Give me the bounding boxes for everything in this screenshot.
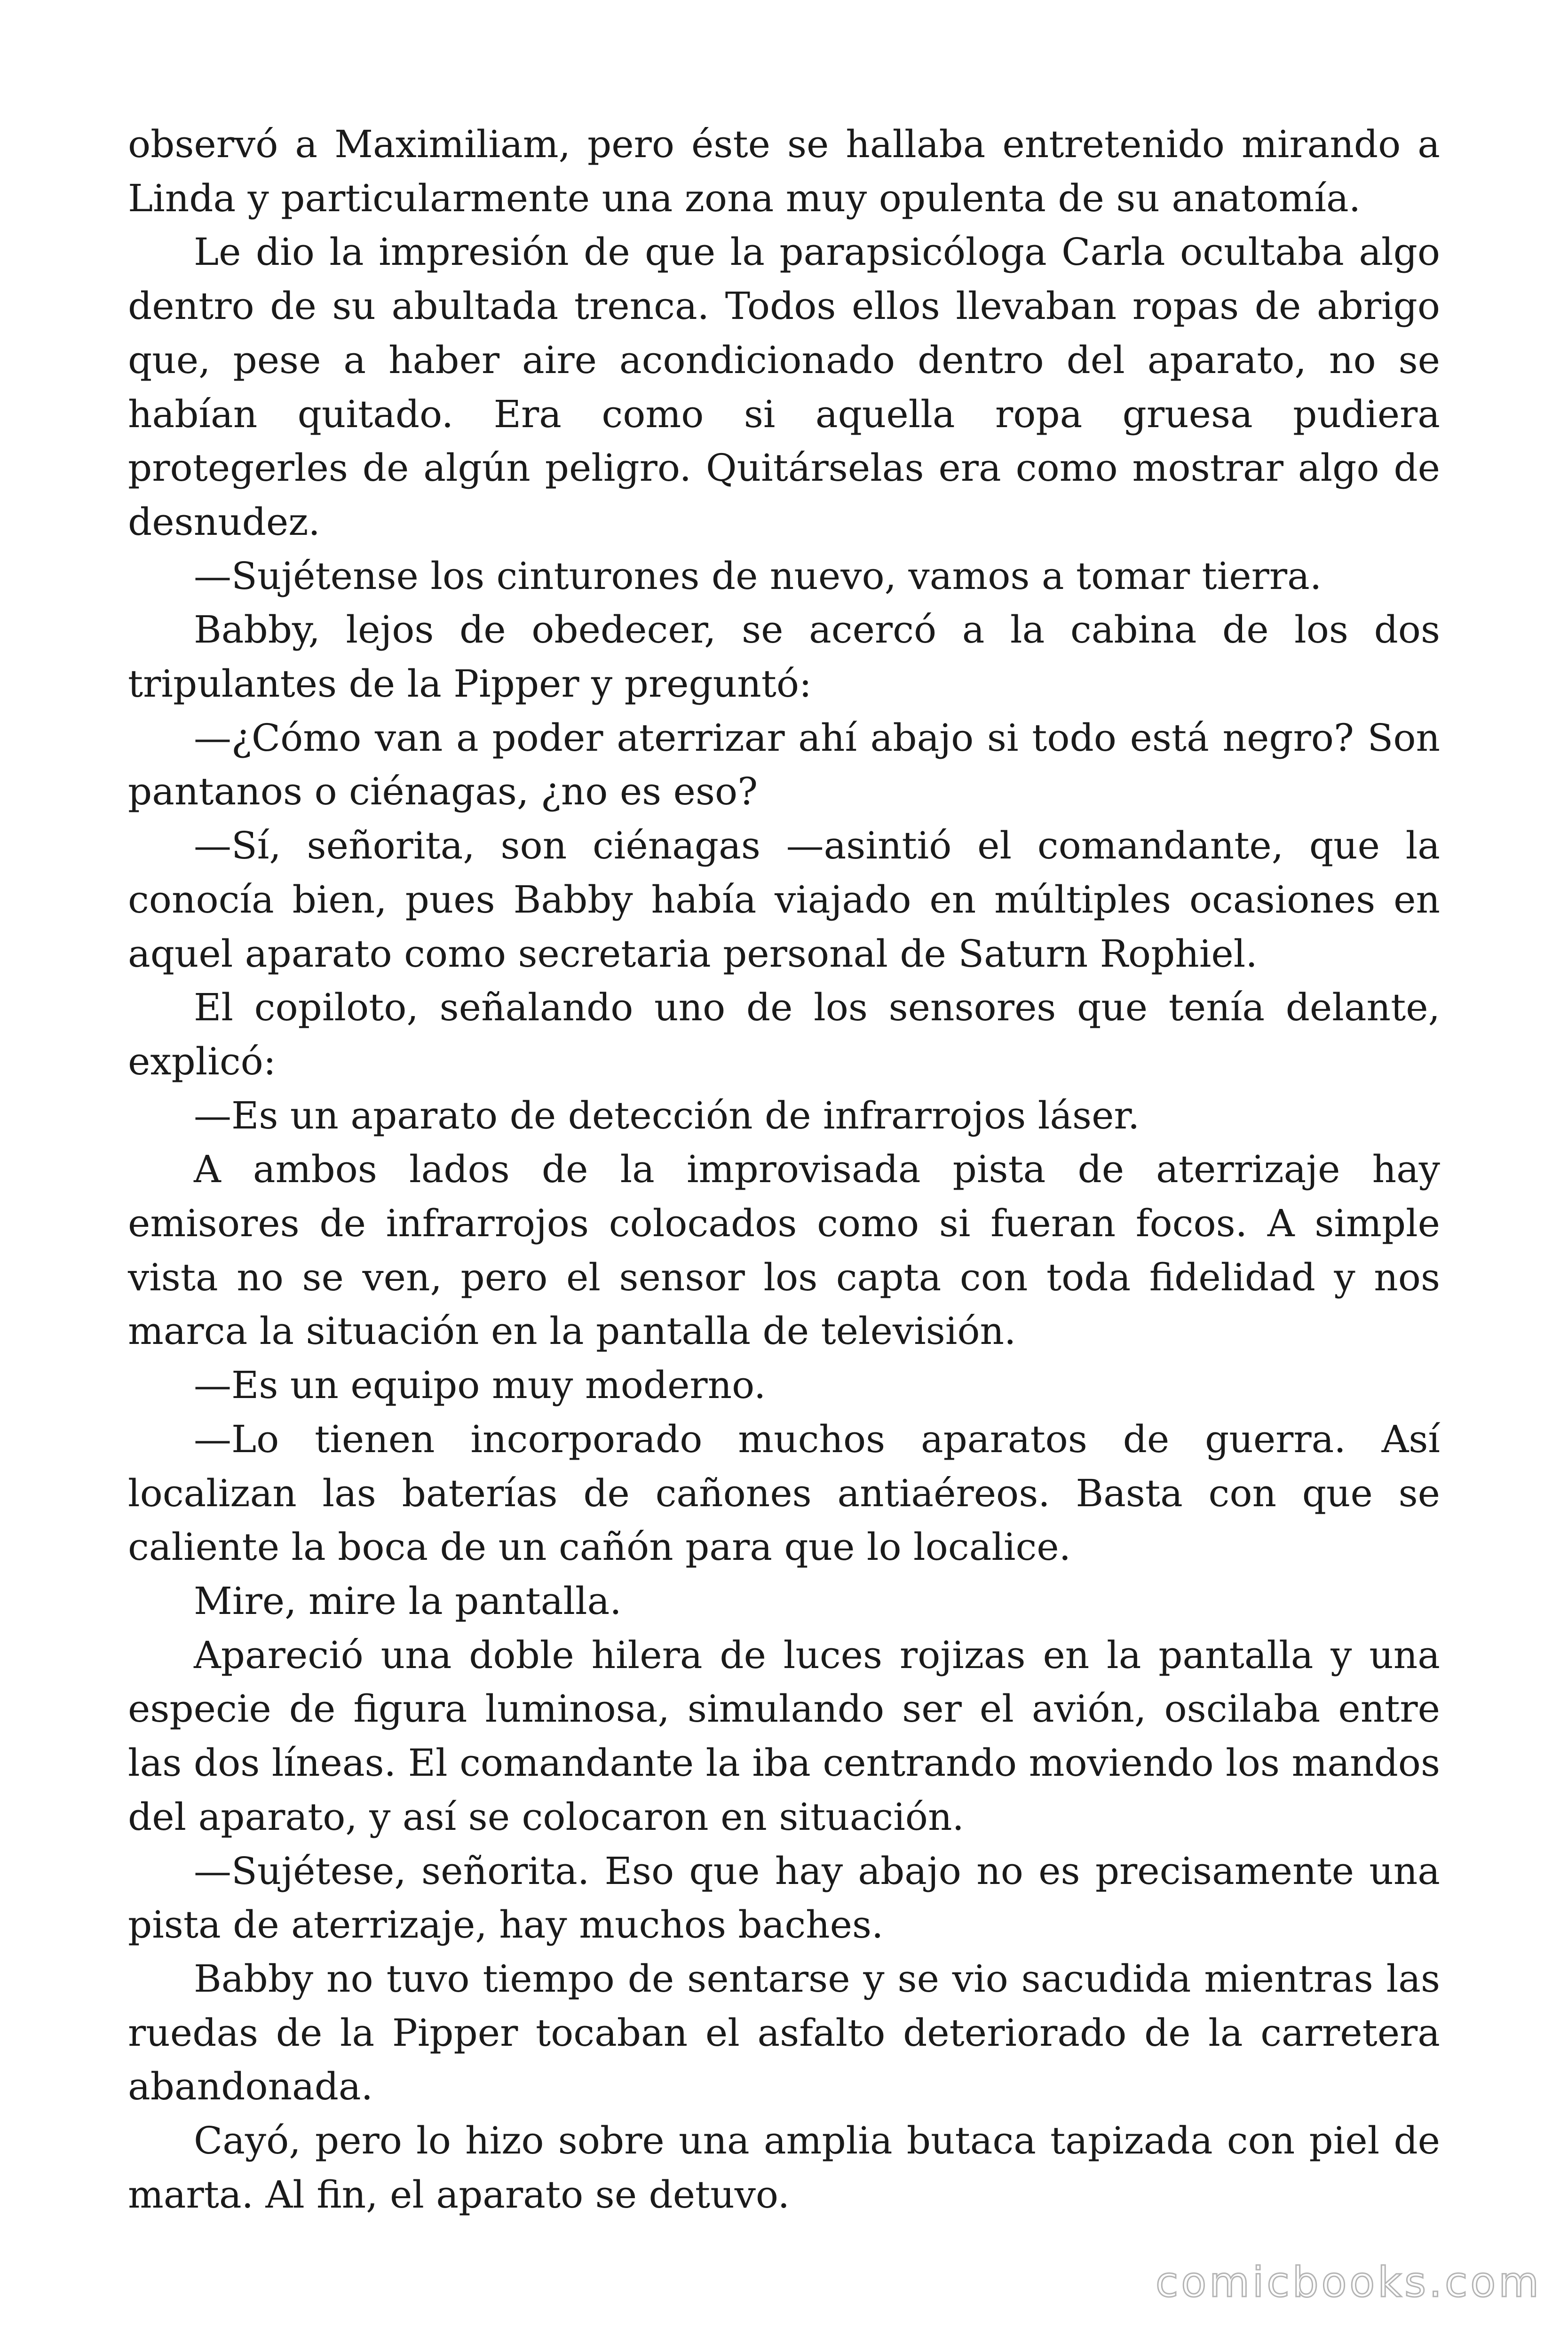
watermark-text: comicbooks.com	[1155, 2258, 1542, 2306]
paragraph: Babby, lejos de obedecer, se acercó a la cabina de los dos tripulantes de la Pipper y preguntó:	[128, 608, 1440, 706]
paragraph: El copiloto, señalando uno de los sensores que tenía delante, explicó:	[128, 985, 1440, 1083]
paragraph: —¿Cómo van a poder aterrizar ahí abajo si todo está negro? Son pantanos o ciénagas, ¿no es eso?	[128, 715, 1440, 814]
paragraph: A ambos lados de la improvisada pista de aterrizaje hay emisores de infrarrojos colocados como si fueran focos. A simple vista no se ven, pero el sensor los capta con toda fidelidad y nos marca la situación en la pantalla de televisión.	[128, 1147, 1440, 1353]
paragraph: Babby no tuvo tiempo de sentarse y se vio sacudida mientras las ruedas de la Pipper tocaban el asfalto deteriorado de la carretera abandonada.	[128, 1956, 1440, 2109]
paragraph: Le dio la impresión de que la parapsicóloga Carla ocultaba algo dentro de su abultada trenca. Todos ellos llevaban ropas de abrigo que, pese a haber aire acondicionado dentro del aparato, no se habían quitado. Era como si aquella ropa gruesa pudiera protegerles de algún peligro. Quitárselas era como mostrar algo de desnudez.	[128, 230, 1440, 544]
paragraph: —Es un aparato de detección de infrarrojos láser.	[194, 1093, 1140, 1137]
paragraph: —Es un equipo muy moderno.	[194, 1363, 766, 1407]
paragraph: observó a Maximiliam, pero éste se hallaba entretenido mirando a Linda y particularmente una zona muy opulenta de su anatomía.	[128, 122, 1440, 220]
paragraph: —Sí, señorita, son ciénagas —asintió el comandante, que la conocía bien, pues Babby había viajado en múltiples ocasiones en aquel aparato como secretaria personal de Saturn Rophiel.	[128, 824, 1440, 976]
paragraph: Mire, mire la pantalla.	[194, 1579, 622, 1623]
body-text	[128, 118, 1440, 2222]
paragraph: —Sujétese, señorita. Eso que hay abajo no es precisamente una pista de aterrizaje, hay muchos baches.	[128, 1849, 1440, 1947]
paragraph: Cayó, pero lo hizo sobre una amplia butaca tapizada con piel de marta. Al fin, el aparato se detuvo.	[128, 2119, 1440, 2217]
paragraph: —Lo tienen incorporado muchos aparatos de guerra. Así localizan las baterías de cañones antiaéreos. Basta con que se caliente la boca de un cañón para que lo localice.	[128, 1417, 1440, 1569]
paragraph: Apareció una doble hilera de luces rojizas en la pantalla y una especie de figura luminosa, simulando ser el avión, oscilaba entre las dos líneas. El comandante la iba centrando moviendo los mandos del aparato, y así se colocaron en situación.	[128, 1633, 1440, 1839]
paragraph: —Sujétense los cinturones de nuevo, vamos a tomar tierra.	[194, 554, 1322, 598]
